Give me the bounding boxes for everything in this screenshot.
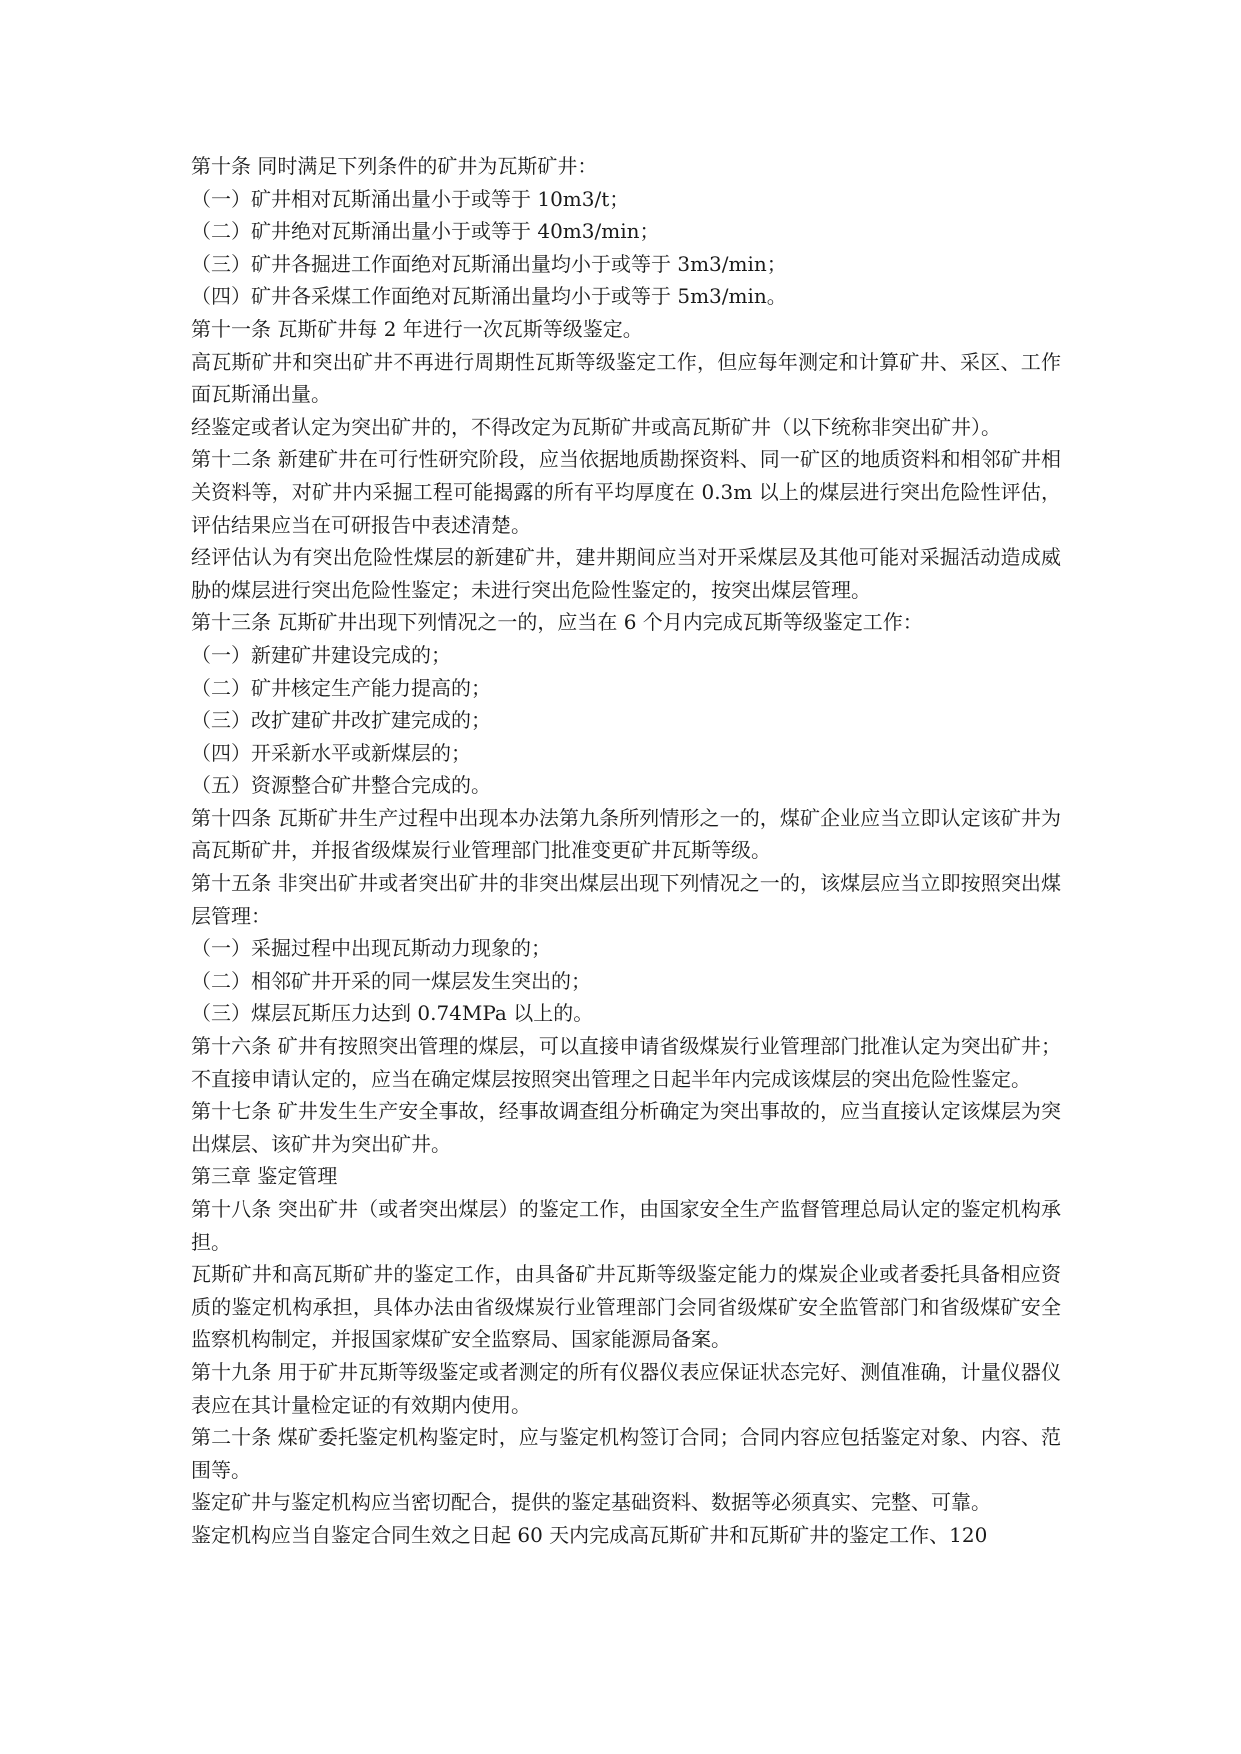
paragraph: 经鉴定或者认定为突出矿井的，不得改定为瓦斯矿井或高瓦斯矿井（以下统称非突出矿井）。: [191, 414, 1001, 439]
paragraph: 瓦斯矿井和高瓦斯矿井的鉴定工作，由具备矿井瓦斯等级鉴定能力的煤炭企业或者委托具备相应资质的鉴定机构承担，具体办法由省级煤炭行业管理部门会同省级煤矿安全监管部门和省级煤矿安全监察机构制定，并报国家煤矿安全监察局、国家能源局备案。: [191, 1262, 1061, 1352]
paragraph: （二）矿井绝对瓦斯涌出量小于或等于 40m3/min；: [191, 219, 660, 244]
chapter-heading: 第三章 鉴定管理: [191, 1164, 338, 1189]
paragraph: 第十四条 瓦斯矿井生产过程中出现本办法第九条所列情形之一的，煤矿企业应当立即认定该矿井为高瓦斯矿井，并报省级煤炭行业管理部门批准变更矿井瓦斯等级。: [191, 805, 1061, 863]
paragraph: （一）矿井相对瓦斯涌出量小于或等于 10m3/t；: [191, 186, 630, 211]
paragraph: （一）采掘过程中出现瓦斯动力现象的；: [191, 936, 551, 961]
paragraph: 第十六条 矿井有按照突出管理的煤层，可以直接申请省级煤炭行业管理部门批准认定为突出矿井；不直接申请认定的，应当在确定煤层按照突出管理之日起半年内完成该煤层的突出危险性鉴定。: [191, 1034, 1061, 1091]
paragraph: 第二十条 煤矿委托鉴定机构鉴定时，应与鉴定机构签订合同；合同内容应包括鉴定对象、内容、范围等。: [191, 1425, 1061, 1482]
paragraph: （二）相邻矿井开采的同一煤层发生突出的；: [191, 968, 591, 993]
paragraph: 鉴定矿井与鉴定机构应当密切配合，提供的鉴定基础资料、数据等必须真实、完整、可靠。: [191, 1490, 991, 1515]
paragraph: （一）新建矿井建设完成的；: [191, 642, 451, 667]
paragraph: （五）资源整合矿井整合完成的。: [191, 773, 491, 798]
paragraph: （三）改扩建矿井改扩建完成的；: [191, 708, 491, 733]
paragraph: （三）煤层瓦斯压力达到 0.74MPa 以上的。: [191, 1001, 594, 1026]
paragraph: （三）矿井各掘进工作面绝对瓦斯涌出量均小于或等于 3m3/min；: [191, 251, 787, 276]
paragraph: 第十九条 用于矿井瓦斯等级鉴定或者测定的所有仪器仪表应保证状态完好、测值准确，计量仪器仪表应在其计量检定证的有效期内使用。: [191, 1359, 1061, 1417]
paragraph: 第十条 同时满足下列条件的矿井为瓦斯矿井：: [191, 154, 598, 178]
paragraph: （二）矿井核定生产能力提高的；: [191, 675, 491, 700]
paragraph: 第十八条 突出矿井（或者突出煤层）的鉴定工作，由国家安全生产监督管理总局认定的鉴定机构承担。: [191, 1197, 1061, 1254]
paragraph: 高瓦斯矿井和突出矿井不再进行周期性瓦斯等级鉴定工作，但应每年测定和计算矿井、采区、工作面瓦斯涌出量。: [191, 349, 1061, 407]
paragraph: 第十一条 瓦斯矿井每 2 年进行一次瓦斯等级鉴定。: [191, 316, 643, 341]
paragraph: 第十七条 矿井发生生产安全事故，经事故调查组分析确定为突出事故的，应当直接认定该煤层为突出煤层、该矿井为突出矿井。: [191, 1099, 1061, 1156]
paragraph: 第十五条 非突出矿井或者突出矿井的非突出煤层出现下列情况之一的，该煤层应当立即按照突出煤层管理：: [191, 871, 1061, 928]
paragraph: 经评估认为有突出危险性煤层的新建矿井，建井期间应当对开采煤层及其他可能对采掘活动造成威胁的煤层进行突出危险性鉴定；未进行突出危险性鉴定的，按突出煤层管理。: [191, 545, 1061, 602]
paragraph: （四）开采新水平或新煤层的；: [191, 740, 471, 765]
document-body: [191, 150, 1061, 1552]
paragraph: 第十三条 瓦斯矿井出现下列情况之一的，应当在 6 个月内完成瓦斯等级鉴定工作：: [191, 610, 923, 635]
paragraph-continued: 鉴定机构应当自鉴定合同生效之日起 60 天内完成高瓦斯矿井和瓦斯矿井的鉴定工作、120: [191, 1522, 988, 1547]
paragraph: （四）矿井各采煤工作面绝对瓦斯涌出量均小于或等于 5m3/min。: [191, 284, 787, 309]
paragraph: 第十二条 新建矿井在可行性研究阶段，应当依据地质勘探资料、同一矿区的地质资料和相邻矿井相关资料等，对矿井内采掘工程可能揭露的所有平均厚度在 0.3m 以上的煤层进行突出危险性评估，评估结果应当在可研报告中表述清楚。: [191, 447, 1061, 537]
